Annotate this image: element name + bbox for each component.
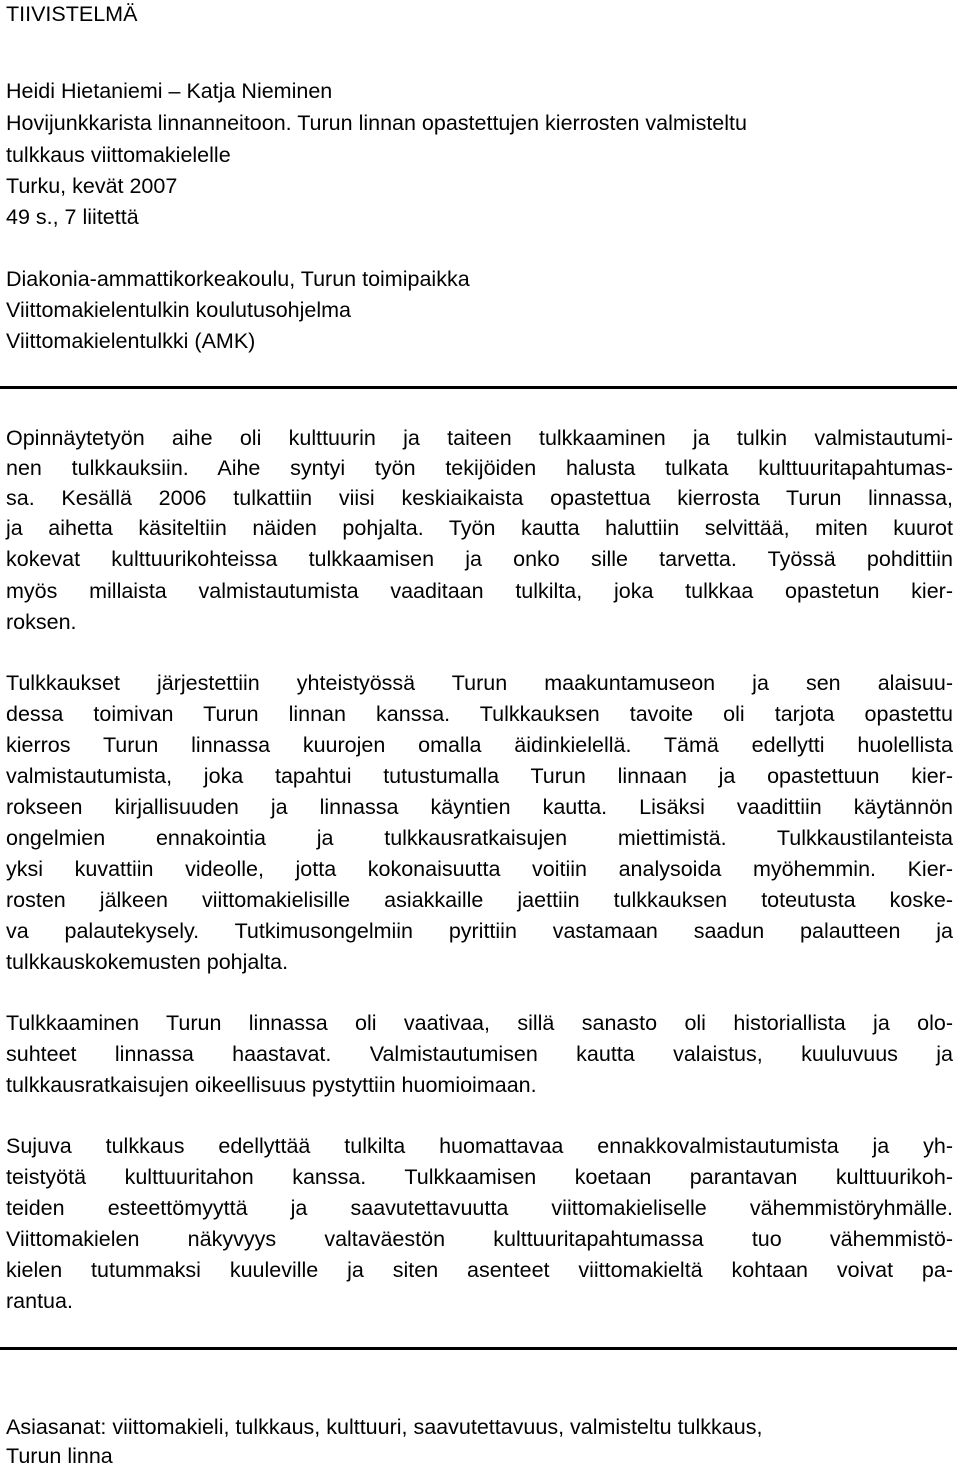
paragraph-line: rantua. bbox=[6, 1289, 73, 1313]
keywords-line-2: Turun linna bbox=[6, 1444, 113, 1468]
paragraph-line: yksi kuvattiin videolle, jotta kokonaisuutta voitiin analysoida myöhemmin. Kier- bbox=[6, 857, 953, 881]
paragraph-line: ja aihetta käsiteltiin näiden pohjalta. Työn kautta haluttiin selvittää, miten kuurot bbox=[6, 516, 953, 540]
thesis-title-line-1: Hovijunkkarista linnanneitoon. Turun linnan opastettujen kierrosten valmisteltu bbox=[6, 111, 747, 135]
paragraph-line: kokevat kulttuurikohteissa tulkkaamisen ja onko sille tarvetta. Työssä pohdittiin bbox=[6, 547, 953, 571]
paragraph-line: Tulkkaaminen Turun linnassa oli vaativaa, sillä sanasto oli historiallista ja olo- bbox=[6, 1011, 953, 1035]
paragraph-line: Viittomakielen näkyvyys valtaväestön kulttuuritapahtumassa tuo vähemmistö- bbox=[6, 1227, 953, 1251]
authors: Heidi Hietaniemi – Katja Nieminen bbox=[6, 79, 333, 103]
paragraph-line: ongelmien ennakointia ja tulkkausratkaisujen miettimistä. Tulkkaustilanteista bbox=[6, 826, 953, 850]
paragraph-line: va palautekysely. Tutkimusongelmiin pyrittiin vastamaan saadun palautteen ja bbox=[6, 919, 953, 943]
paragraph-line: rokseen kirjallisuuden ja linnassa käyntien kautta. Lisäksi vaadittiin käytännön bbox=[6, 795, 953, 819]
paragraph-line: tulkkausratkaisujen oikeellisuus pystyttiin huomioimaan. bbox=[6, 1073, 537, 1097]
paragraph-line: kielen tutummaksi kuuleville ja siten asenteet viittomakieltä kohtaan voivat pa- bbox=[6, 1258, 953, 1282]
paragraph-line: suhteet linnassa haastavat. Valmistautumisen kautta valaistus, kuuluvuus ja bbox=[6, 1042, 953, 1066]
paragraph-line: tulkkauskokemusten pohjalta. bbox=[6, 950, 289, 974]
paragraph-line: Tulkkaukset järjestettiin yhteistyössä Turun maakuntamuseon ja sen alaisuu- bbox=[6, 671, 953, 695]
paragraph-line: kierros Turun linnassa kuurojen omalla äidinkielellä. Tämä edellytti huolellista bbox=[6, 733, 953, 757]
paragraph-line: rosten jälkeen viittomakielisille asiakkaille jaettiin tulkkauksen toteutusta koske- bbox=[6, 888, 953, 912]
paragraph-line: sa. Kesällä 2006 tulkattiin viisi keskiaikaista opastettua kierrosta Turun linnassa, bbox=[6, 486, 953, 510]
school-name: Diakonia-ammattikorkeakoulu, Turun toimipaikka bbox=[6, 267, 470, 291]
degree-programme: Viittomakielentulkin koulutusohjelma bbox=[6, 298, 351, 322]
paragraph-line: teistyötä kulttuuritahon kanssa. Tulkkaamisen koetaan parantavan kulttuurikoh- bbox=[6, 1165, 953, 1189]
place-date: Turku, kevät 2007 bbox=[6, 174, 178, 198]
paragraph-line: nen tulkkauksiin. Aihe syntyi työn tekijöiden halusta tulkata kulttuuritapahtumas- bbox=[6, 456, 953, 480]
degree-title: Viittomakielentulkki (AMK) bbox=[6, 329, 256, 353]
divider-bottom bbox=[0, 1347, 957, 1350]
paragraph-line: Opinnäytetyön aihe oli kulttuurin ja taiteen tulkkaaminen ja tulkin valmistautumi- bbox=[6, 426, 953, 450]
paragraph-line: teiden esteettömyyttä ja saavutettavuutta viittomakieliselle vähemmistöryhmälle. bbox=[6, 1196, 953, 1220]
paragraph-line: dessa toimivan Turun linnan kanssa. Tulkkauksen tavoite oli tarjota opastettu bbox=[6, 702, 953, 726]
paragraph-line: roksen. bbox=[6, 610, 77, 634]
thesis-title-line-2: tulkkaus viittomakielelle bbox=[6, 143, 231, 167]
paragraph-line: Sujuva tulkkaus edellyttää tulkilta huomattavaa ennakkovalmistautumista ja yh- bbox=[6, 1134, 953, 1158]
divider-top bbox=[0, 386, 957, 389]
paragraph-line: myös millaista valmistautumista vaaditaan tulkilta, joka tulkkaa opastetun kier- bbox=[6, 579, 953, 603]
page-count: 49 s., 7 liitettä bbox=[6, 205, 139, 229]
paragraph-line: valmistautumista, joka tapahtui tutustumalla Turun linnaan ja opastettuun kier- bbox=[6, 764, 953, 788]
keywords-line-1: Asiasanat: viittomakieli, tulkkaus, kulttuuri, saavutettavuus, valmisteltu tulkkaus, bbox=[6, 1415, 763, 1439]
page-title: TIIVISTELMÄ bbox=[6, 2, 138, 26]
